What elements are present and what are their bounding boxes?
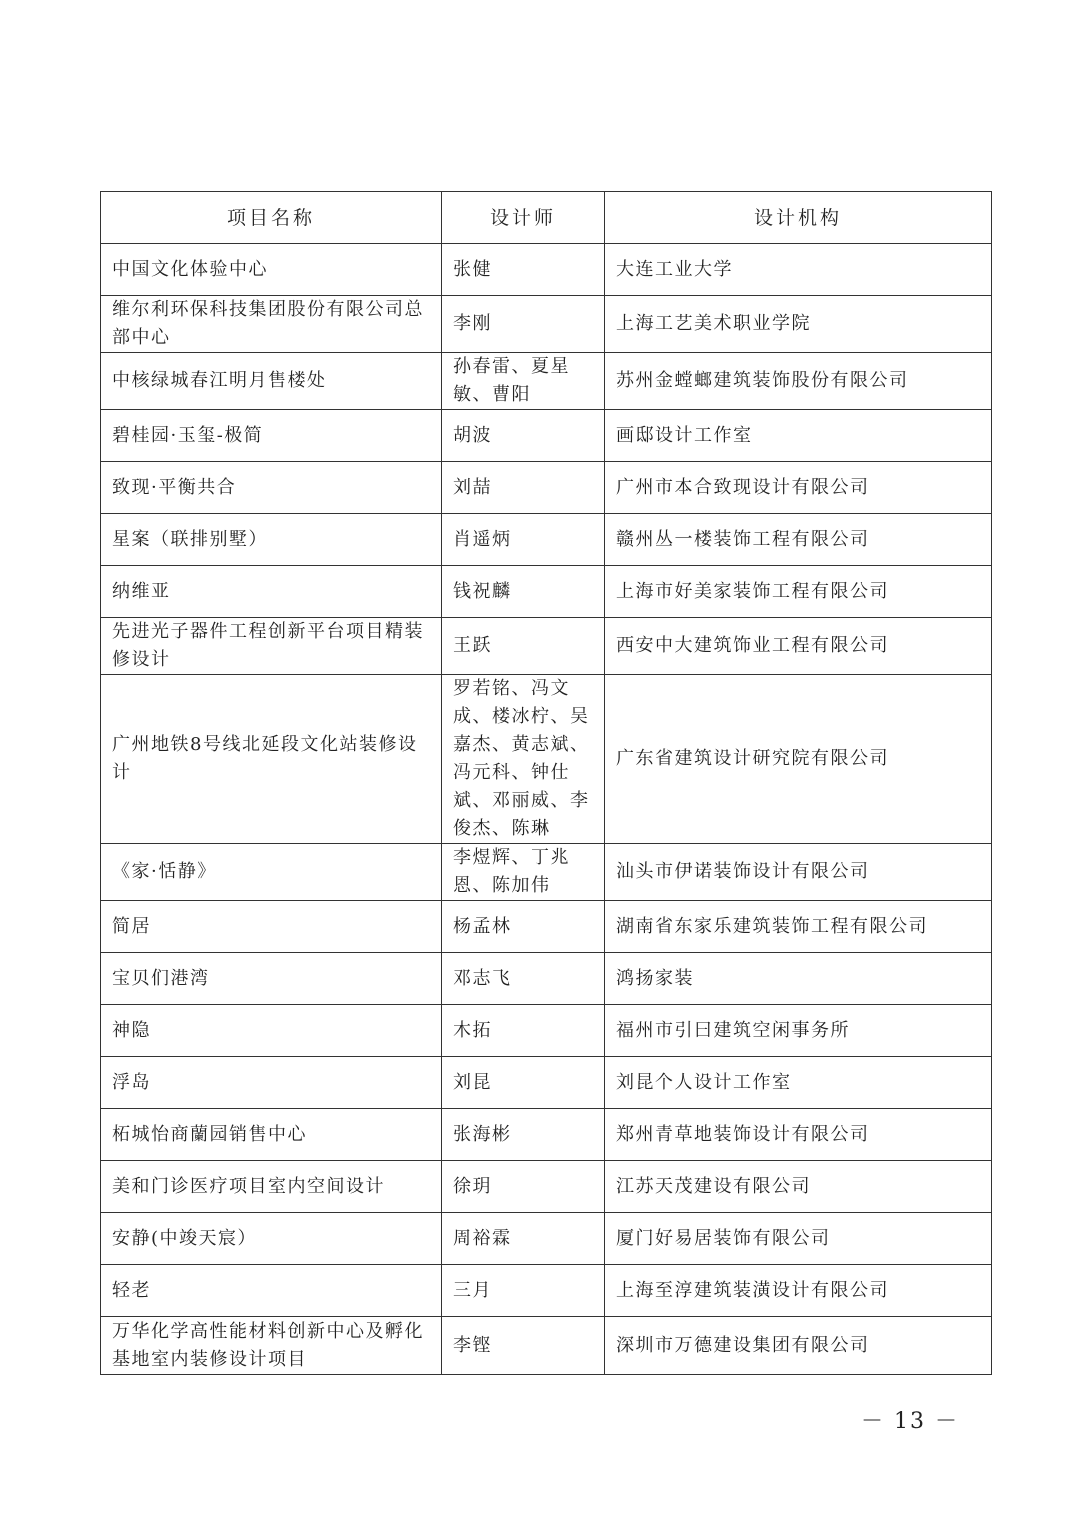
- cell-institution: 鸿扬家装: [605, 953, 992, 1005]
- cell-institution: 上海市好美家装饰工程有限公司: [605, 566, 992, 618]
- cell-designer: 李刚: [442, 296, 605, 353]
- table-row: [101, 1213, 992, 1265]
- table-row: [101, 353, 992, 410]
- cell-designer: 邓志飞: [442, 953, 605, 1005]
- cell-designer: 肖遥炳: [442, 514, 605, 566]
- table-row: [101, 1265, 992, 1317]
- table-row: [101, 1005, 992, 1057]
- table-row: [101, 296, 992, 353]
- cell-designer: 刘喆: [442, 462, 605, 514]
- cell-institution: 大连工业大学: [605, 244, 992, 296]
- table-row: [101, 1161, 992, 1213]
- cell-project-name: 安静(中竣天宸）: [101, 1213, 442, 1265]
- cell-designer: 胡波: [442, 410, 605, 462]
- cell-project-name: 维尔利环保科技集团股份有限公司总部中心: [101, 296, 442, 353]
- cell-designer: 李煜辉、丁兆恩、陈加伟: [442, 844, 605, 901]
- cell-designer: 刘昆: [442, 1057, 605, 1109]
- cell-project-name: 先进光子器件工程创新平台项目精装修设计: [101, 618, 442, 675]
- cell-project-name: 《家·恬静》: [101, 844, 442, 901]
- header-designer: 设计师: [442, 192, 605, 244]
- table-row: [101, 1109, 992, 1161]
- table-row: [101, 844, 992, 901]
- cell-designer: 钱祝麟: [442, 566, 605, 618]
- cell-designer: 三月: [442, 1265, 605, 1317]
- cell-institution: 刘昆个人设计工作室: [605, 1057, 992, 1109]
- cell-institution: 广州市本合致现设计有限公司: [605, 462, 992, 514]
- cell-institution: 厦门好易居装饰有限公司: [605, 1213, 992, 1265]
- cell-project-name: 简居: [101, 901, 442, 953]
- header-row: [101, 192, 992, 244]
- table-row: [101, 244, 992, 296]
- cell-project-name: 纳维亚: [101, 566, 442, 618]
- cell-project-name: 浮岛: [101, 1057, 442, 1109]
- cell-institution: 画邸设计工作室: [605, 410, 992, 462]
- table-row: [101, 618, 992, 675]
- cell-designer: 张健: [442, 244, 605, 296]
- cell-designer: 张海彬: [442, 1109, 605, 1161]
- cell-project-name: 中核绿城春江明月售楼处: [101, 353, 442, 410]
- cell-designer: 杨孟林: [442, 901, 605, 953]
- cell-institution: 湖南省东家乐建筑装饰工程有限公司: [605, 901, 992, 953]
- table-row: [101, 410, 992, 462]
- cell-project-name: 神隐: [101, 1005, 442, 1057]
- cell-designer: 徐玥: [442, 1161, 605, 1213]
- cell-project-name: 星案（联排别墅）: [101, 514, 442, 566]
- table-row: [101, 675, 992, 844]
- table-row: [101, 514, 992, 566]
- table-row: [101, 1317, 992, 1375]
- award-list-table: [100, 191, 992, 1375]
- table-row: [101, 1057, 992, 1109]
- cell-institution: 上海至淳建筑装潢设计有限公司: [605, 1265, 992, 1317]
- cell-designer: 周裕霖: [442, 1213, 605, 1265]
- table-row: [101, 901, 992, 953]
- cell-project-name: 广州地铁8号线北延段文化站装修设计: [101, 675, 442, 844]
- table-row: [101, 566, 992, 618]
- page-number: － 13 －: [861, 1409, 959, 1434]
- cell-institution: 汕头市伊诺装饰设计有限公司: [605, 844, 992, 901]
- cell-project-name: 中国文化体验中心: [101, 244, 442, 296]
- cell-institution: 郑州青草地装饰设计有限公司: [605, 1109, 992, 1161]
- table-row: [101, 953, 992, 1005]
- cell-institution: 上海工艺美术职业学院: [605, 296, 992, 353]
- cell-institution: 广东省建筑设计研究院有限公司: [605, 675, 992, 844]
- cell-project-name: 宝贝们港湾: [101, 953, 442, 1005]
- cell-designer: 李铿: [442, 1317, 605, 1375]
- cell-institution: 苏州金螳螂建筑装饰股份有限公司: [605, 353, 992, 410]
- cell-project-name: 轻老: [101, 1265, 442, 1317]
- cell-project-name: 致现·平衡共合: [101, 462, 442, 514]
- cell-designer: 孙春雷、夏星敏、曹阳: [442, 353, 605, 410]
- cell-institution: 西安中大建筑饰业工程有限公司: [605, 618, 992, 675]
- cell-designer: 木拓: [442, 1005, 605, 1057]
- cell-project-name: 万华化学高性能材料创新中心及孵化基地室内装修设计项目: [101, 1317, 442, 1375]
- cell-project-name: 碧桂园·玉玺-极简: [101, 410, 442, 462]
- cell-institution: 赣州丛一楼装饰工程有限公司: [605, 514, 992, 566]
- cell-designer: 王跃: [442, 618, 605, 675]
- cell-institution: 深圳市万德建设集团有限公司: [605, 1317, 992, 1375]
- header-institution: 设计机构: [605, 192, 992, 244]
- cell-designer: 罗若铭、冯文成、楼冰柠、吴嘉杰、黄志斌、冯元科、钟仕斌、邓丽威、李俊杰、陈琳: [442, 675, 605, 844]
- cell-institution: 江苏天茂建设有限公司: [605, 1161, 992, 1213]
- cell-project-name: 美和门诊医疗项目室内空间设计: [101, 1161, 442, 1213]
- table-row: [101, 462, 992, 514]
- cell-institution: 福州市引曰建筑空闲事务所: [605, 1005, 992, 1057]
- cell-project-name: 柘城怡商蘭园销售中心: [101, 1109, 442, 1161]
- header-project-name: 项目名称: [101, 192, 442, 244]
